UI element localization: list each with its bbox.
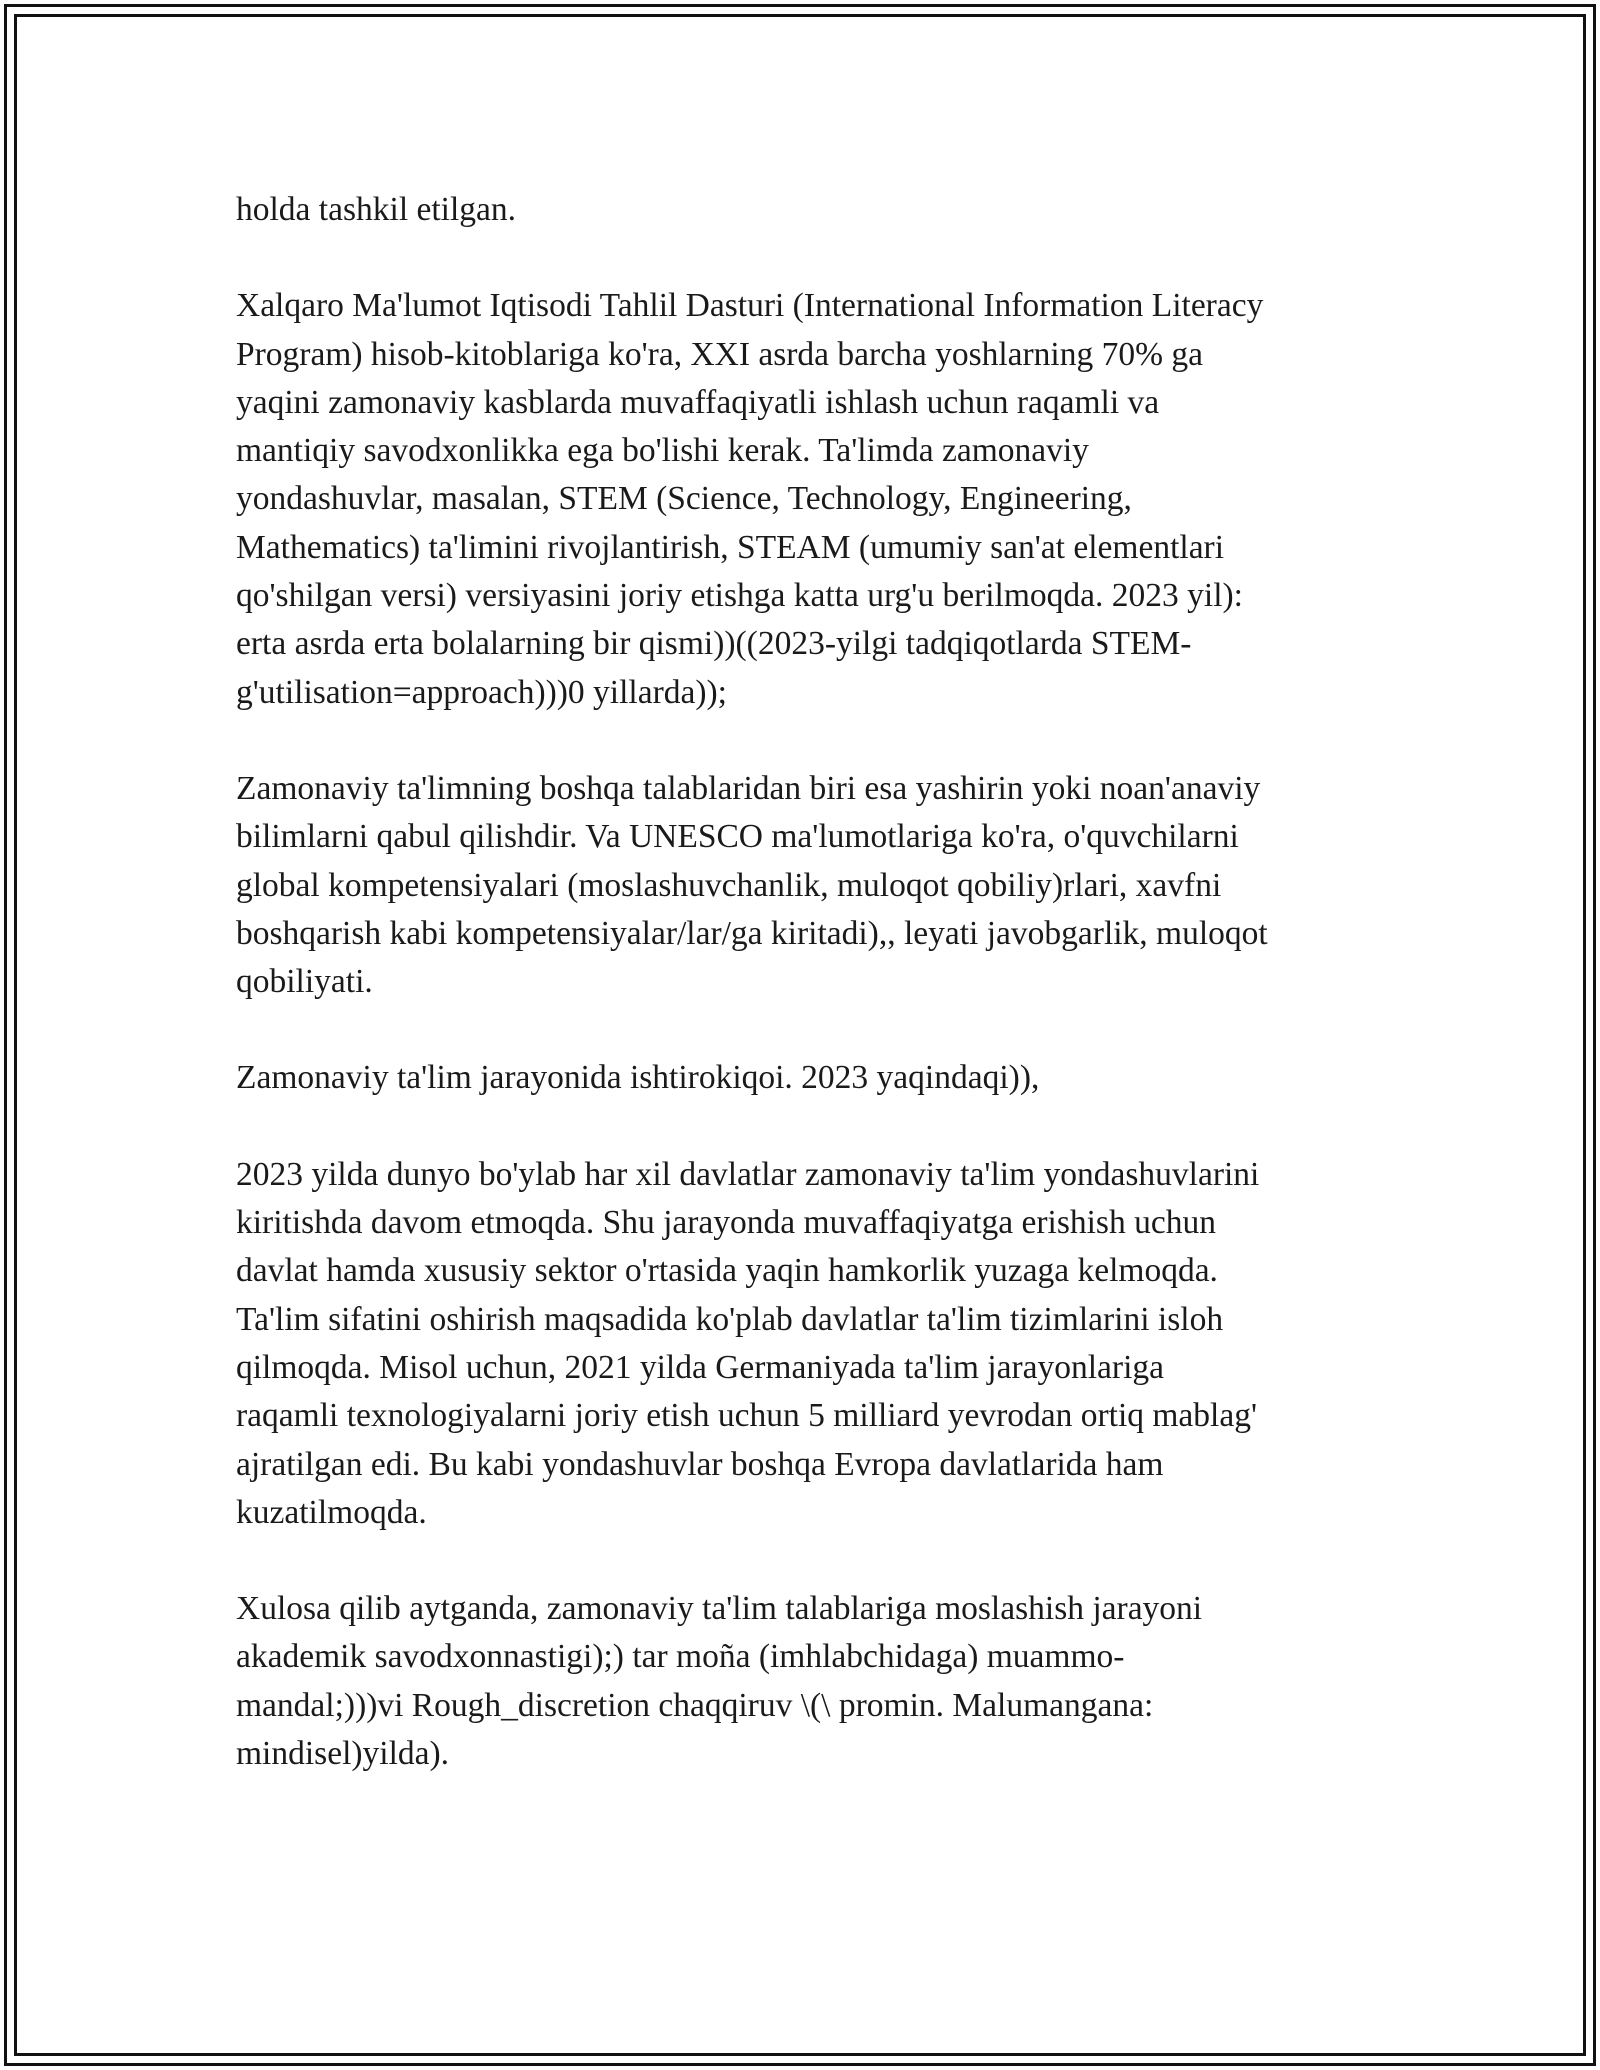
document-body <box>236 186 1396 1826</box>
paragraph-unesco-competencies: Zamonaviy ta'limning boshqa talablaridan biri esa yashirin yoki noan'anaviy bilimlarni qabul qilishdir. Va UNESCO ma'lumotlariga ko'ra, o'quvchilarni global kompetensiyalari (moslashuvchanlik, muloqot qobiliy)rlari, xavfni boshqarish kabi kompetensiyalar/lar/ga kiritadi),, leyati javobgarlik, muloqot qobiliyati. <box>236 769 1268 1001</box>
paragraph-conclusion: Xulosa qilib aytganda, zamonaviy ta'lim talablariga moslashish jarayoni akademik savodxonnastigi);) tar moña (imhlabchidaga) muammo- mandal;)))vi Rough_discretion chaqqiruv \(\ promin. Malumangana: mindisel)yilda). <box>236 1590 1203 1773</box>
paragraph-information-literacy: Xalqaro Ma'lumot Iqtisodi Tahlil Dasturi (International Information Literacy Program) hisob-kitoblariga ko'ra, XXI asrda barcha yoshlarning 70% ga yaqini zamonaviy kasblarda muvaffaqiyatli ishlash uchun raqamli va mantiqiy savodxonlikka ega bo'lishi kerak. Ta'limda zamonaviy yondashuvlar, masalan, STEM (Science, Technology, Engineering, Mathematics) ta'limini rivojlantirish, STEAM (umumiy san'at elementlari qo'shilgan versi) versiyasini joriy etishga katta urg'u berilmoqda. 2023 yil): erta asrda erta bolalarning bir qismi))((2023-yilgi tadqiqotlarda STEM- g'utilisation=approach)))0 yillarda)); <box>236 287 1264 711</box>
paragraph-participation: Zamonaviy ta'lim jarayonida ishtirokiqoi. 2023 yaqindaqi)), <box>236 1059 1040 1097</box>
paragraph-reforms: 2023 yilda dunyo bo'ylab har xil davlatlar zamonaviy ta'lim yondashuvlarini kiritishda davom etmoqda. Shu jarayonda muvaffaqiyatga erishish uchun davlat hamda xususiy sektor o'rtasida yaqin hamkorlik yuzaga kelmoqda. Ta'lim sifatini oshirish maqsadida ko'plab davlatlar ta'lim tizimlarini isloh qilmoqda. Misol uchun, 2021 yilda Germaniyada ta'lim jarayonlariga raqamli texnologiyalarni joriy etish uchun 5 milliard yevrodan ortiq mablag' ajratilgan edi. Bu kabi yondashuvlar boshqa Evropa davlatlarida ham kuzatilmoqda. <box>236 1155 1260 1531</box>
paragraph-continuation: holda tashkil etilgan. <box>236 191 517 228</box>
